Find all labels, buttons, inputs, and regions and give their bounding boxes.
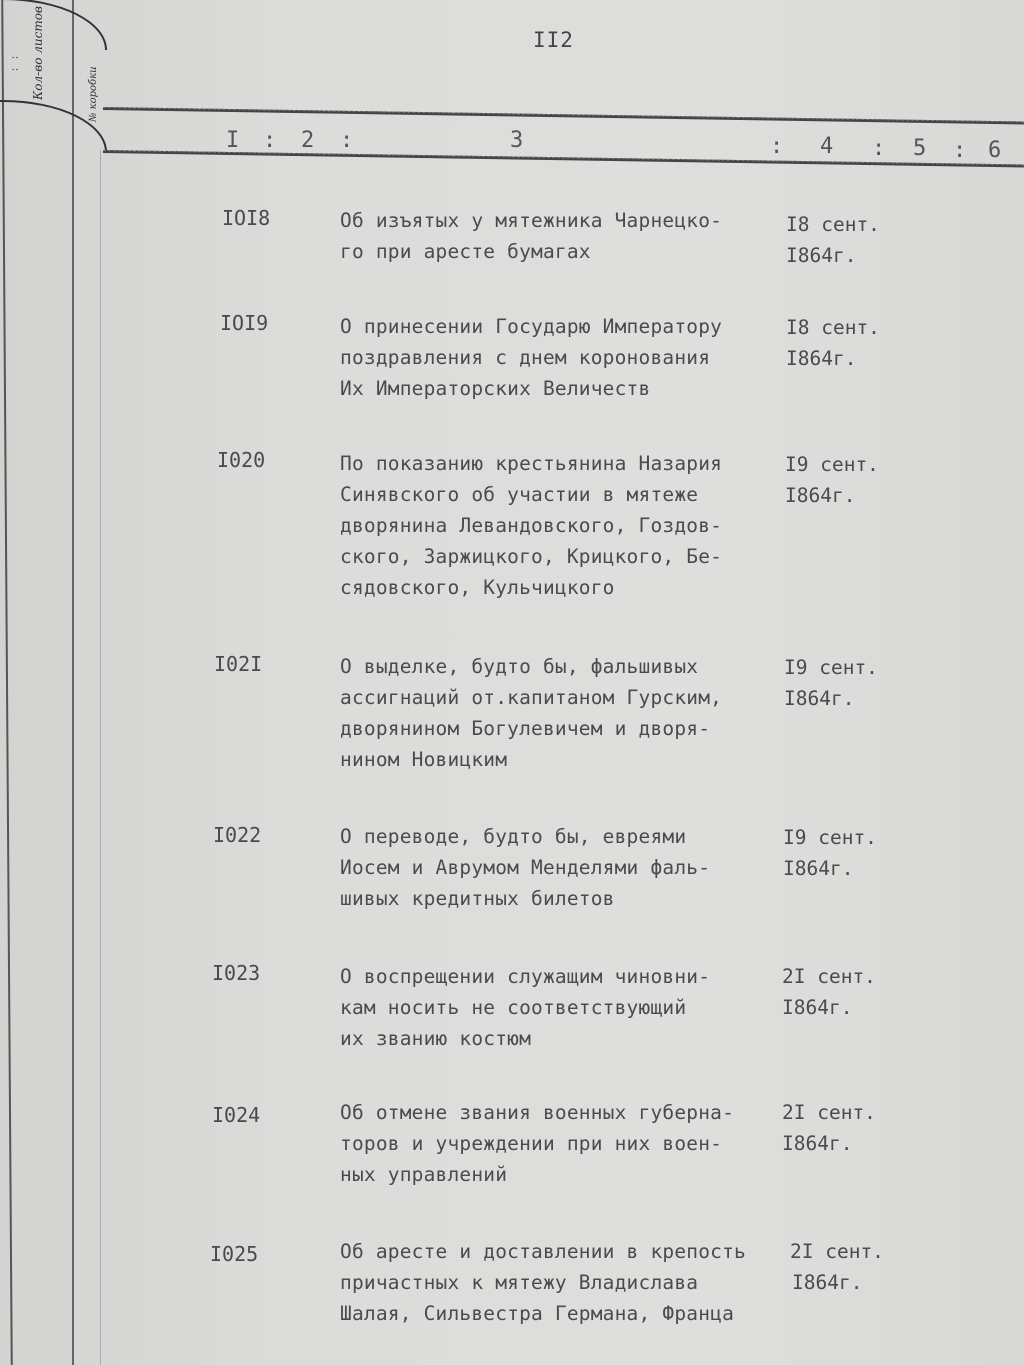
date-year: I864г. bbox=[792, 1271, 863, 1294]
entry-date bbox=[782, 961, 876, 1023]
title-line: кам носить не соответствующий bbox=[340, 996, 687, 1019]
entry-title bbox=[340, 1236, 800, 1329]
margin-dots: : : bbox=[9, 54, 21, 73]
title-line: По показанию крестьянина Назария bbox=[340, 452, 723, 475]
title-line: ассигнаций от.капитаном Гурским, bbox=[340, 686, 723, 709]
date-year: I864г. bbox=[782, 996, 853, 1019]
entry-number: I023 bbox=[212, 961, 261, 985]
box-number-label: № коробки bbox=[88, 66, 99, 122]
title-line: их званию костюм bbox=[340, 1027, 532, 1050]
entry-title bbox=[340, 821, 780, 914]
entry-date bbox=[786, 209, 880, 271]
date-year: I864г. bbox=[783, 857, 854, 880]
column-header-1: I bbox=[226, 128, 240, 153]
column-header-5: 5 bbox=[913, 136, 927, 161]
title-line: О выделке, будто бы, фальшивых bbox=[340, 655, 699, 678]
header-rule-top bbox=[103, 107, 1024, 124]
page-number: II2 bbox=[533, 28, 574, 52]
title-line: дворянином Богулевичем и дворя- bbox=[340, 717, 711, 740]
title-line: причастных к мятежу Владислава bbox=[340, 1271, 699, 1294]
entry-number: I024 bbox=[212, 1103, 261, 1127]
title-line: торов и учреждении при них воен- bbox=[340, 1132, 723, 1155]
title-line: Шалая, Сильвестра Германа, Франца bbox=[340, 1302, 735, 1325]
entry-date bbox=[784, 652, 878, 714]
margin-line-left bbox=[1, 0, 13, 1365]
entry-title bbox=[340, 961, 780, 1054]
header-curve-top bbox=[0, 0, 107, 50]
date-day: I8 сент. bbox=[786, 213, 880, 236]
title-line: Иосем и Аврумом Менделями фаль- bbox=[340, 856, 711, 879]
entry-number: IOI8 bbox=[222, 206, 271, 230]
entry-title bbox=[340, 448, 780, 603]
entry-number: I02I bbox=[214, 652, 263, 676]
date-day: 2I сент. bbox=[782, 965, 876, 988]
entry-number: I022 bbox=[213, 823, 262, 847]
entry-date bbox=[782, 1097, 876, 1159]
margin-line-box bbox=[100, 150, 101, 1365]
title-line: ского, Заржицкого, Крицкого, Бе- bbox=[340, 545, 723, 568]
entry-number: I020 bbox=[217, 448, 266, 472]
column-header-6: 6 bbox=[988, 138, 1002, 163]
date-year: I864г. bbox=[786, 244, 857, 267]
title-line: сядовского, Кульчицкого bbox=[340, 576, 615, 599]
margin-line-sheets bbox=[72, 0, 74, 1365]
header-rule-bottom bbox=[103, 150, 1024, 167]
title-line: О переводе, будто бы, евреями bbox=[340, 825, 687, 848]
title-line: Об аресте и доставлении в крепость bbox=[340, 1240, 746, 1263]
date-day: I9 сент. bbox=[784, 656, 878, 679]
entry-date bbox=[785, 449, 879, 511]
column-header-2: 2 bbox=[301, 128, 315, 153]
column-separator: : bbox=[953, 138, 967, 163]
date-day: I8 сент. bbox=[786, 316, 880, 339]
title-line: нином Новицким bbox=[340, 748, 508, 771]
date-year: I864г. bbox=[782, 1132, 853, 1155]
title-line: Об изъятых у мятежника Чарнецко- bbox=[340, 209, 723, 232]
column-separator: : bbox=[263, 128, 277, 153]
title-line: дворянина Левандовского, Гоздов- bbox=[340, 514, 723, 537]
entry-title bbox=[340, 311, 780, 404]
date-day: I9 сент. bbox=[785, 453, 879, 476]
entry-title bbox=[340, 205, 780, 267]
date-day: 2I сент. bbox=[782, 1101, 876, 1124]
title-line: О воспрещении служащим чиновни- bbox=[340, 965, 711, 988]
date-day: 2I сент. bbox=[790, 1240, 884, 1263]
title-line: поздравления с днем коронования bbox=[340, 346, 711, 369]
entry-date bbox=[790, 1236, 884, 1298]
entry-number: IOI9 bbox=[220, 311, 269, 335]
column-separator: : bbox=[340, 128, 354, 153]
entry-title bbox=[340, 651, 780, 775]
date-year: I864г. bbox=[785, 484, 856, 507]
column-header-4: 4 bbox=[820, 134, 834, 159]
title-line: Их Императорских Величеств bbox=[340, 377, 651, 400]
date-day: I9 сент. bbox=[783, 826, 877, 849]
title-line: О принесении Государю Императору bbox=[340, 315, 723, 338]
date-year: I864г. bbox=[786, 347, 857, 370]
column-separator: : bbox=[872, 136, 886, 161]
entry-number: I025 bbox=[210, 1242, 259, 1266]
title-line: Об отмене звания военных губерна- bbox=[340, 1101, 735, 1124]
sheet-count-label: Кол-во листов bbox=[31, 6, 45, 100]
date-year: I864г. bbox=[784, 687, 855, 710]
entry-title bbox=[340, 1097, 780, 1190]
entry-date bbox=[786, 312, 880, 374]
title-line: Синявского об участии в мятеже bbox=[340, 483, 699, 506]
title-line: го при аресте бумагах bbox=[340, 240, 591, 263]
title-line: ных управлений bbox=[340, 1163, 508, 1186]
title-line: шивых кредитных билетов bbox=[340, 887, 615, 910]
entry-date bbox=[783, 822, 877, 884]
column-separator: : bbox=[770, 134, 784, 159]
column-header-3: 3 bbox=[510, 128, 524, 153]
